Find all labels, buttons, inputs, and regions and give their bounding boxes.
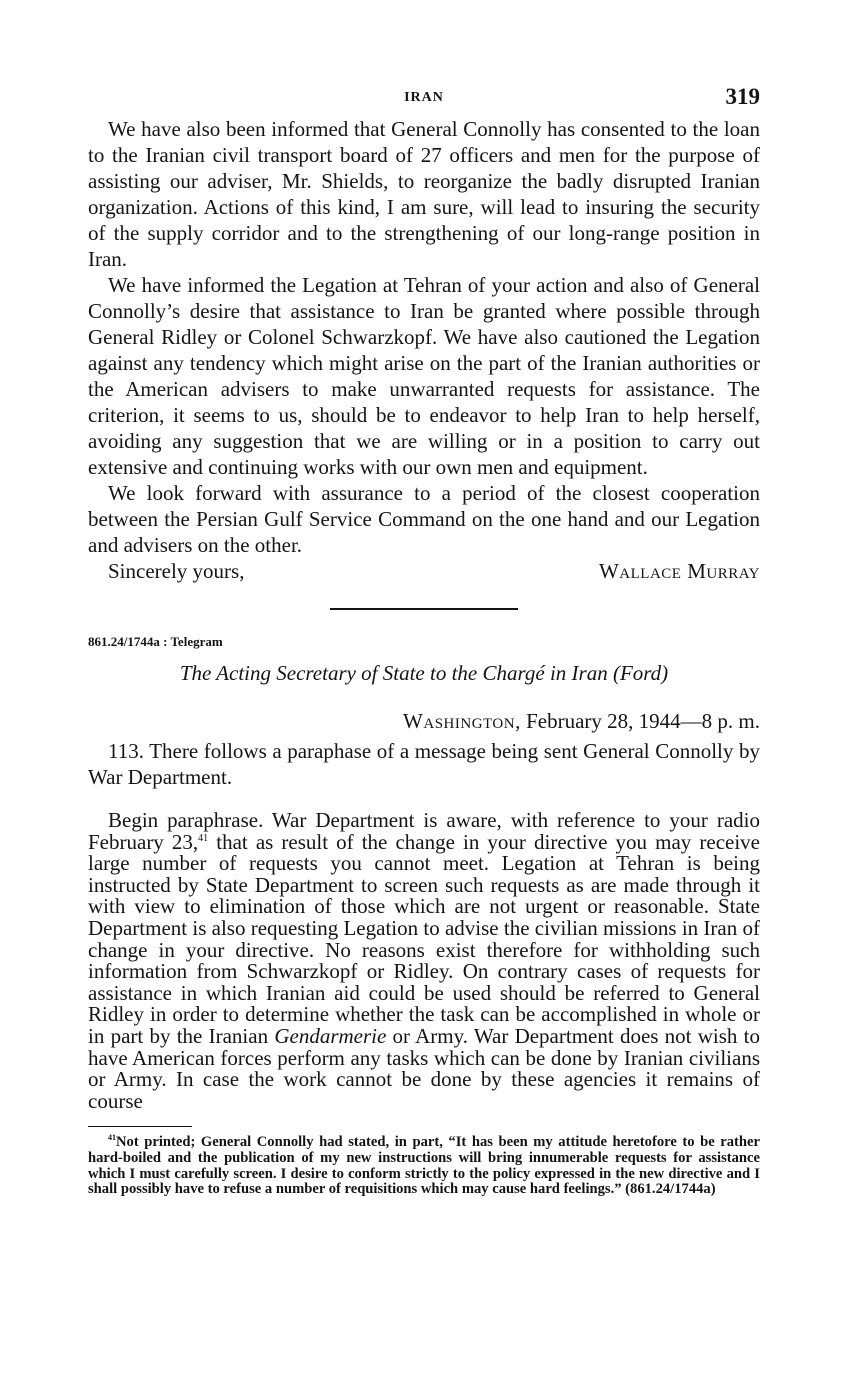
dateline-place: Washington,	[403, 709, 521, 733]
telegram-body	[88, 810, 760, 1112]
closing-salutation: Sincerely yours,	[108, 559, 245, 583]
telegram-body-part3: or Army. War Department does not wish to have American forces perform any tasks which can be done by Iranian civilians or Army. In case the work cannot be done by these agencies it remains of course	[88, 1023, 761, 1113]
dateline-date: February 28, 1944—8 p. m.	[520, 709, 760, 733]
running-title: IRAN	[404, 90, 444, 105]
signature: Wallace Murray	[598, 559, 760, 583]
document-title: The Acting Secretary of State to the Chargé in Iran (Ford)	[179, 661, 669, 685]
page-number: 319	[725, 84, 760, 109]
telegram-body-part2: that as result of the change in your directive you may receive large number of requests you cannot meet. Legation at Tehran is being instructed by State Department to screen such requests as are made through it with view to elimination of those which are not urgent or reasonable. State Department is also requesting Legation to advise the civilian missions in Iran of change in your directive. No reasons exist therefore for withholding such information from Schwarzkopf or Ridley. On contrary cases of requests for assistance in which Iranian aid could be used should be referred to General Ridley in order to determine whether the task can be accomplished in whole or in part by the Iranian	[88, 829, 760, 1048]
telegram-body-italic: Gendarmerie	[274, 1023, 387, 1048]
footnote-divider	[88, 1126, 192, 1127]
footnote-marker: 41	[108, 1133, 116, 1143]
telegram-body-part1: Begin paraphrase. War Department is aware, with reference to your radio February 23,	[88, 808, 760, 854]
letter-paragraph: We have also been informed that General Connolly has consented to the loan to the Iranian civil transport board of 27 officers and men for the purpose of assisting our adviser, Mr. Shields, to reorganize the badly disrupted Iranian organization. Actions of this kind, I am sure, will lead to insuring the security of the supply corridor and to the strengthening of our long-range position in Iran.	[88, 117, 760, 271]
footnote-text: Not printed; General Connolly had stated, in part, “It has been my attitude heretofore to be rather hard-boiled and the publication of my new instructions will bring innumerable requests for assistance which I must carefully screen. I desire to conform strictly to the policy expressed in the new directive and I shall possibly have to refuse a number of requisitions which may cause hard feelings.” (861.24/1744a)	[88, 1134, 760, 1198]
footnote-reference: 41	[198, 832, 209, 844]
section-divider	[330, 608, 518, 610]
dateline	[88, 708, 760, 734]
footnote	[88, 1135, 760, 1197]
letter-closing	[88, 558, 760, 584]
letter-body	[88, 116, 760, 558]
page-header	[88, 84, 760, 116]
telegram-opening: 113. There follows a paraphase of a message being sent General Connolly by War Department.	[88, 739, 760, 789]
letter-paragraph: We have informed the Legation at Tehran of your action and also of General Connolly’s desire that assistance to Iran be granted where possible through General Ridley or Colonel Schwarzkopf. We have also cautioned the Legation against any tendency which might arise on the part of the Iranian authorities or the American advisers to make unwarranted requests for assistance. The criterion, it seems to us, should be to endeavor to help Iran to help herself, avoiding any suggestion that we are willing or in a position to carry out extensive and continuing works with our own men and equipment.	[88, 273, 760, 479]
file-reference: 861.24/1744a : Telegram	[88, 634, 223, 649]
document-page	[88, 84, 760, 1198]
letter-paragraph: We look forward with assurance to a period of the closest cooperation between the Persian Gulf Service Command on the one hand and our Legation and advisers on the other.	[88, 481, 760, 557]
